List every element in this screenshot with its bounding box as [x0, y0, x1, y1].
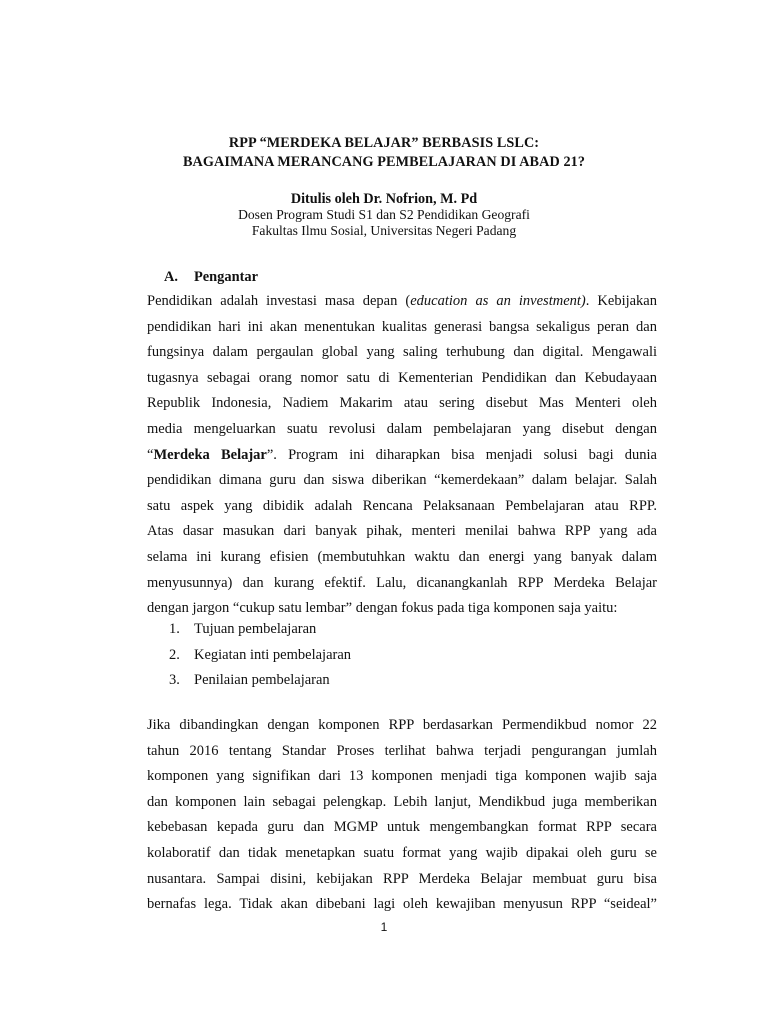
- author-line: Ditulis oleh Dr. Nofrion, M. Pd: [290, 191, 478, 207]
- paragraph-line: Republik Indonesia, Nadiem Makarim atau sering disebut Mas Menteri oleh: [147, 395, 657, 412]
- paragraph-line: kebebasan kepada guru dan MGMP untuk mengembangkan format RPP secara: [147, 819, 657, 836]
- paragraph-line: nusantara. Sampai disini, kebijakan RPP Merdeka Belajar membuat guru bisa: [147, 870, 657, 887]
- page-number: 1: [380, 920, 388, 934]
- paragraph-line: [147, 443, 657, 469]
- list-number: 2.: [169, 646, 180, 663]
- list-text: Penilaian pembelajaran: [194, 672, 330, 689]
- list-item: [169, 643, 351, 669]
- affiliation-line-2: Fakultas Ilmu Sosial, Universitas Negeri Padang: [251, 222, 517, 238]
- list-text: Tujuan pembelajaran: [194, 621, 317, 637]
- section-letter: A.: [164, 269, 178, 285]
- text-run: “: [147, 446, 154, 463]
- component-list: [169, 617, 351, 694]
- paragraph-line: media mengeluarkan suatu revolusi dalam pembelajaran yang disebut dengan: [147, 420, 657, 437]
- italic-phrase: education as an investment): [410, 293, 586, 309]
- section-heading: [164, 268, 258, 286]
- text-run: ”. Program ini diharapkan bisa menjadi solusi bagi dunia: [266, 446, 657, 463]
- list-item: [169, 617, 351, 643]
- title-line-1: RPP “MERDEKA BELAJAR” BERBASIS LSLC:: [228, 135, 540, 151]
- list-text: Kegiatan inti pembelajaran: [194, 646, 352, 663]
- paragraph-line: selama ini kurang efisien (membutuhkan waktu dan energi yang banyak dalam: [147, 548, 657, 565]
- affiliation-line-1: Dosen Program Studi S1 dan S2 Pendidikan Geografi: [238, 207, 530, 222]
- text-run: . Kebijakan: [585, 293, 657, 309]
- bold-phrase: Merdeka Belajar: [153, 446, 267, 463]
- paragraph-comparison: [147, 713, 657, 918]
- paragraph-intro: [147, 289, 657, 622]
- paragraph-line: pendidikan dimana guru dan siswa diberikan “kemerdekaan” dalam belajar. Salah: [147, 472, 657, 489]
- section-title: Pengantar: [194, 269, 258, 285]
- paragraph-line: bernafas lega. Tidak akan dibebani lagi oleh kewajiban menyusun RPP “seideal”: [147, 896, 657, 913]
- paragraph-line: tahun 2016 tentang Standar Proses terlihat bahwa terjadi pengurangan jumlah: [147, 742, 657, 759]
- affiliation: [0, 207, 768, 238]
- paragraph-line: tugasnya sebagai orang nomor satu di Kementerian Pendidikan dan Kebudayaan: [147, 369, 657, 386]
- list-number: 1.: [169, 621, 180, 637]
- paragraph-line: kolaboratif dan tidak menetapkan suatu format yang wajib dipakai oleh guru se: [147, 844, 657, 861]
- paragraph-line: dengan jargon “cukup satu lembar” dengan fokus pada tiga komponen saja yaitu:: [147, 600, 618, 617]
- paragraph-line: komponen yang signifikan dari 13 komponen menjadi tiga komponen wajib saja: [147, 768, 657, 785]
- text-run: Pendidikan adalah investasi masa depan (: [147, 293, 411, 309]
- paragraph-line: [147, 289, 657, 315]
- paragraph-line: Jika dibandingkan dengan komponen RPP berdasarkan Permendikbud nomor 22: [147, 717, 657, 733]
- paragraph-line: dan komponen lain sebagai pelengkap. Lebih lanjut, Mendikbud juga memberikan: [147, 793, 657, 810]
- list-number: 3.: [169, 672, 180, 689]
- paragraph-line: satu aspek yang dibidik adalah Rencana Pelaksanaan Pembelajaran atau RPP.: [147, 497, 657, 514]
- paragraph-line: Atas dasar masukan dari banyak pihak, menteri menilai bahwa RPP yang ada: [147, 523, 657, 540]
- list-item: [169, 668, 351, 694]
- paragraph-line: pendidikan hari ini akan menentukan kualitas generasi bangsa sekaligus peran dan: [147, 318, 657, 335]
- title-line-2: BAGAIMANA MERANCANG PEMBELAJARAN DI ABAD 21?: [182, 154, 586, 170]
- paragraph-line: menyusunnya) dan kurang efektif. Lalu, dicanangkanlah RPP Merdeka Belajar: [147, 574, 657, 591]
- paragraph-line: fungsinya dalam pergaulan global yang saling terhubung dan digital. Mengawali: [147, 344, 657, 361]
- document-title: [0, 134, 768, 172]
